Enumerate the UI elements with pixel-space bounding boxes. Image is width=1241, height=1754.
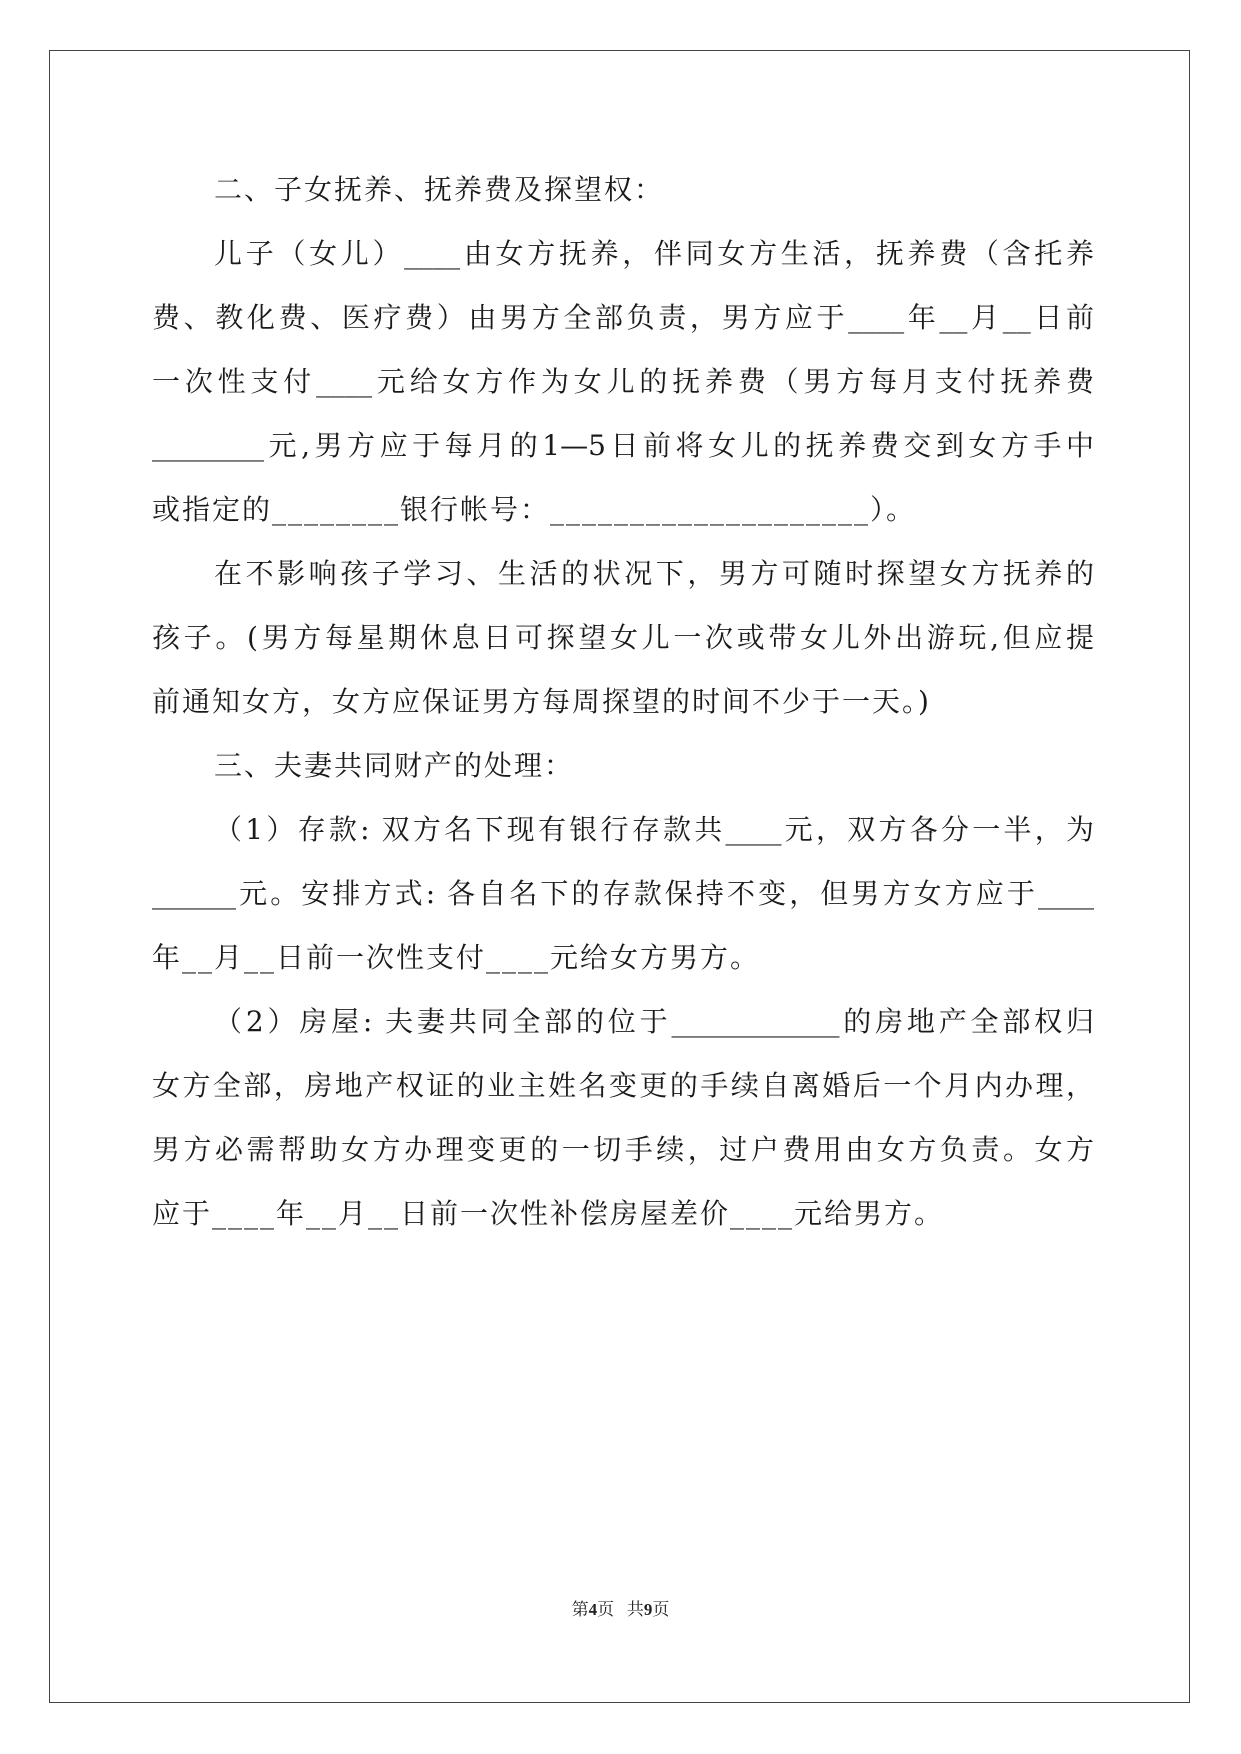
footer-total-suffix: 页 [652, 1600, 670, 1619]
footer-current-page: 4 [588, 1600, 598, 1619]
text-line: 女方全部，房地产权证的业主姓名变更的手续自离婚后一个月内办理， [152, 1069, 1094, 1102]
text-line: 一次性支付____元给女方作为女儿的抚养费（男方每月支付抚养费 [152, 365, 1094, 398]
text-line: 应于____年__月__日前一次性补偿房屋差价____元给男方。 [152, 1197, 945, 1230]
section-heading: 三、夫妻共同财产的处理： [214, 749, 575, 782]
text-line: 儿子（女儿）____由女方抚养，伴同女方生活，抚养费（含托养 [214, 237, 1094, 270]
text-line: ______元。安排方式: 各自名下的存款保持不变，但男方女方应于____ [152, 877, 1094, 910]
text-line: 年__月__日前一次性支付____元给女方男方。 [152, 941, 761, 974]
text-line: 男方必需帮助女方办理变更的一切手续，过户费用由女方负责。女方 [152, 1133, 1094, 1166]
footer-page-suffix: 页 [597, 1600, 615, 1619]
text-line: 前通知女方，女方应保证男方每周探望的时间不少于一天。) [152, 685, 931, 718]
page-footer [0, 1595, 1241, 1620]
text-line: 在不影响孩子学习、生活的状况下，男方可随时探望女方抚养的 [214, 557, 1094, 590]
text-line: （2）房屋: 夫妻共同全部的位于____________的房地产全部权归 [214, 1005, 1094, 1038]
document-body [152, 158, 1094, 1246]
text-line: （1）存款: 双方名下现有银行存款共____元，双方各分一半，为 [214, 813, 1094, 846]
text-line: 或指定的________银行帐号：____________________）。 [152, 493, 917, 526]
text-line: 费、教化费、医疗费）由男方全部负责，男方应于____年__月__日前 [152, 301, 1094, 334]
footer-total-prefix: 共 [626, 1600, 644, 1619]
text-line: 孩子。(男方每星期休息日可探望女儿一次或带女儿外出游玩,但应提 [152, 621, 1094, 654]
footer-page-prefix: 第 [571, 1600, 589, 1619]
text-line: 二、子女抚养、抚养费及探望权： [214, 173, 665, 206]
footer-total-pages: 9 [643, 1600, 653, 1619]
text-line: ________元,男方应于每月的1—5日前将女儿的抚养费交到女方手中 [152, 429, 1094, 462]
